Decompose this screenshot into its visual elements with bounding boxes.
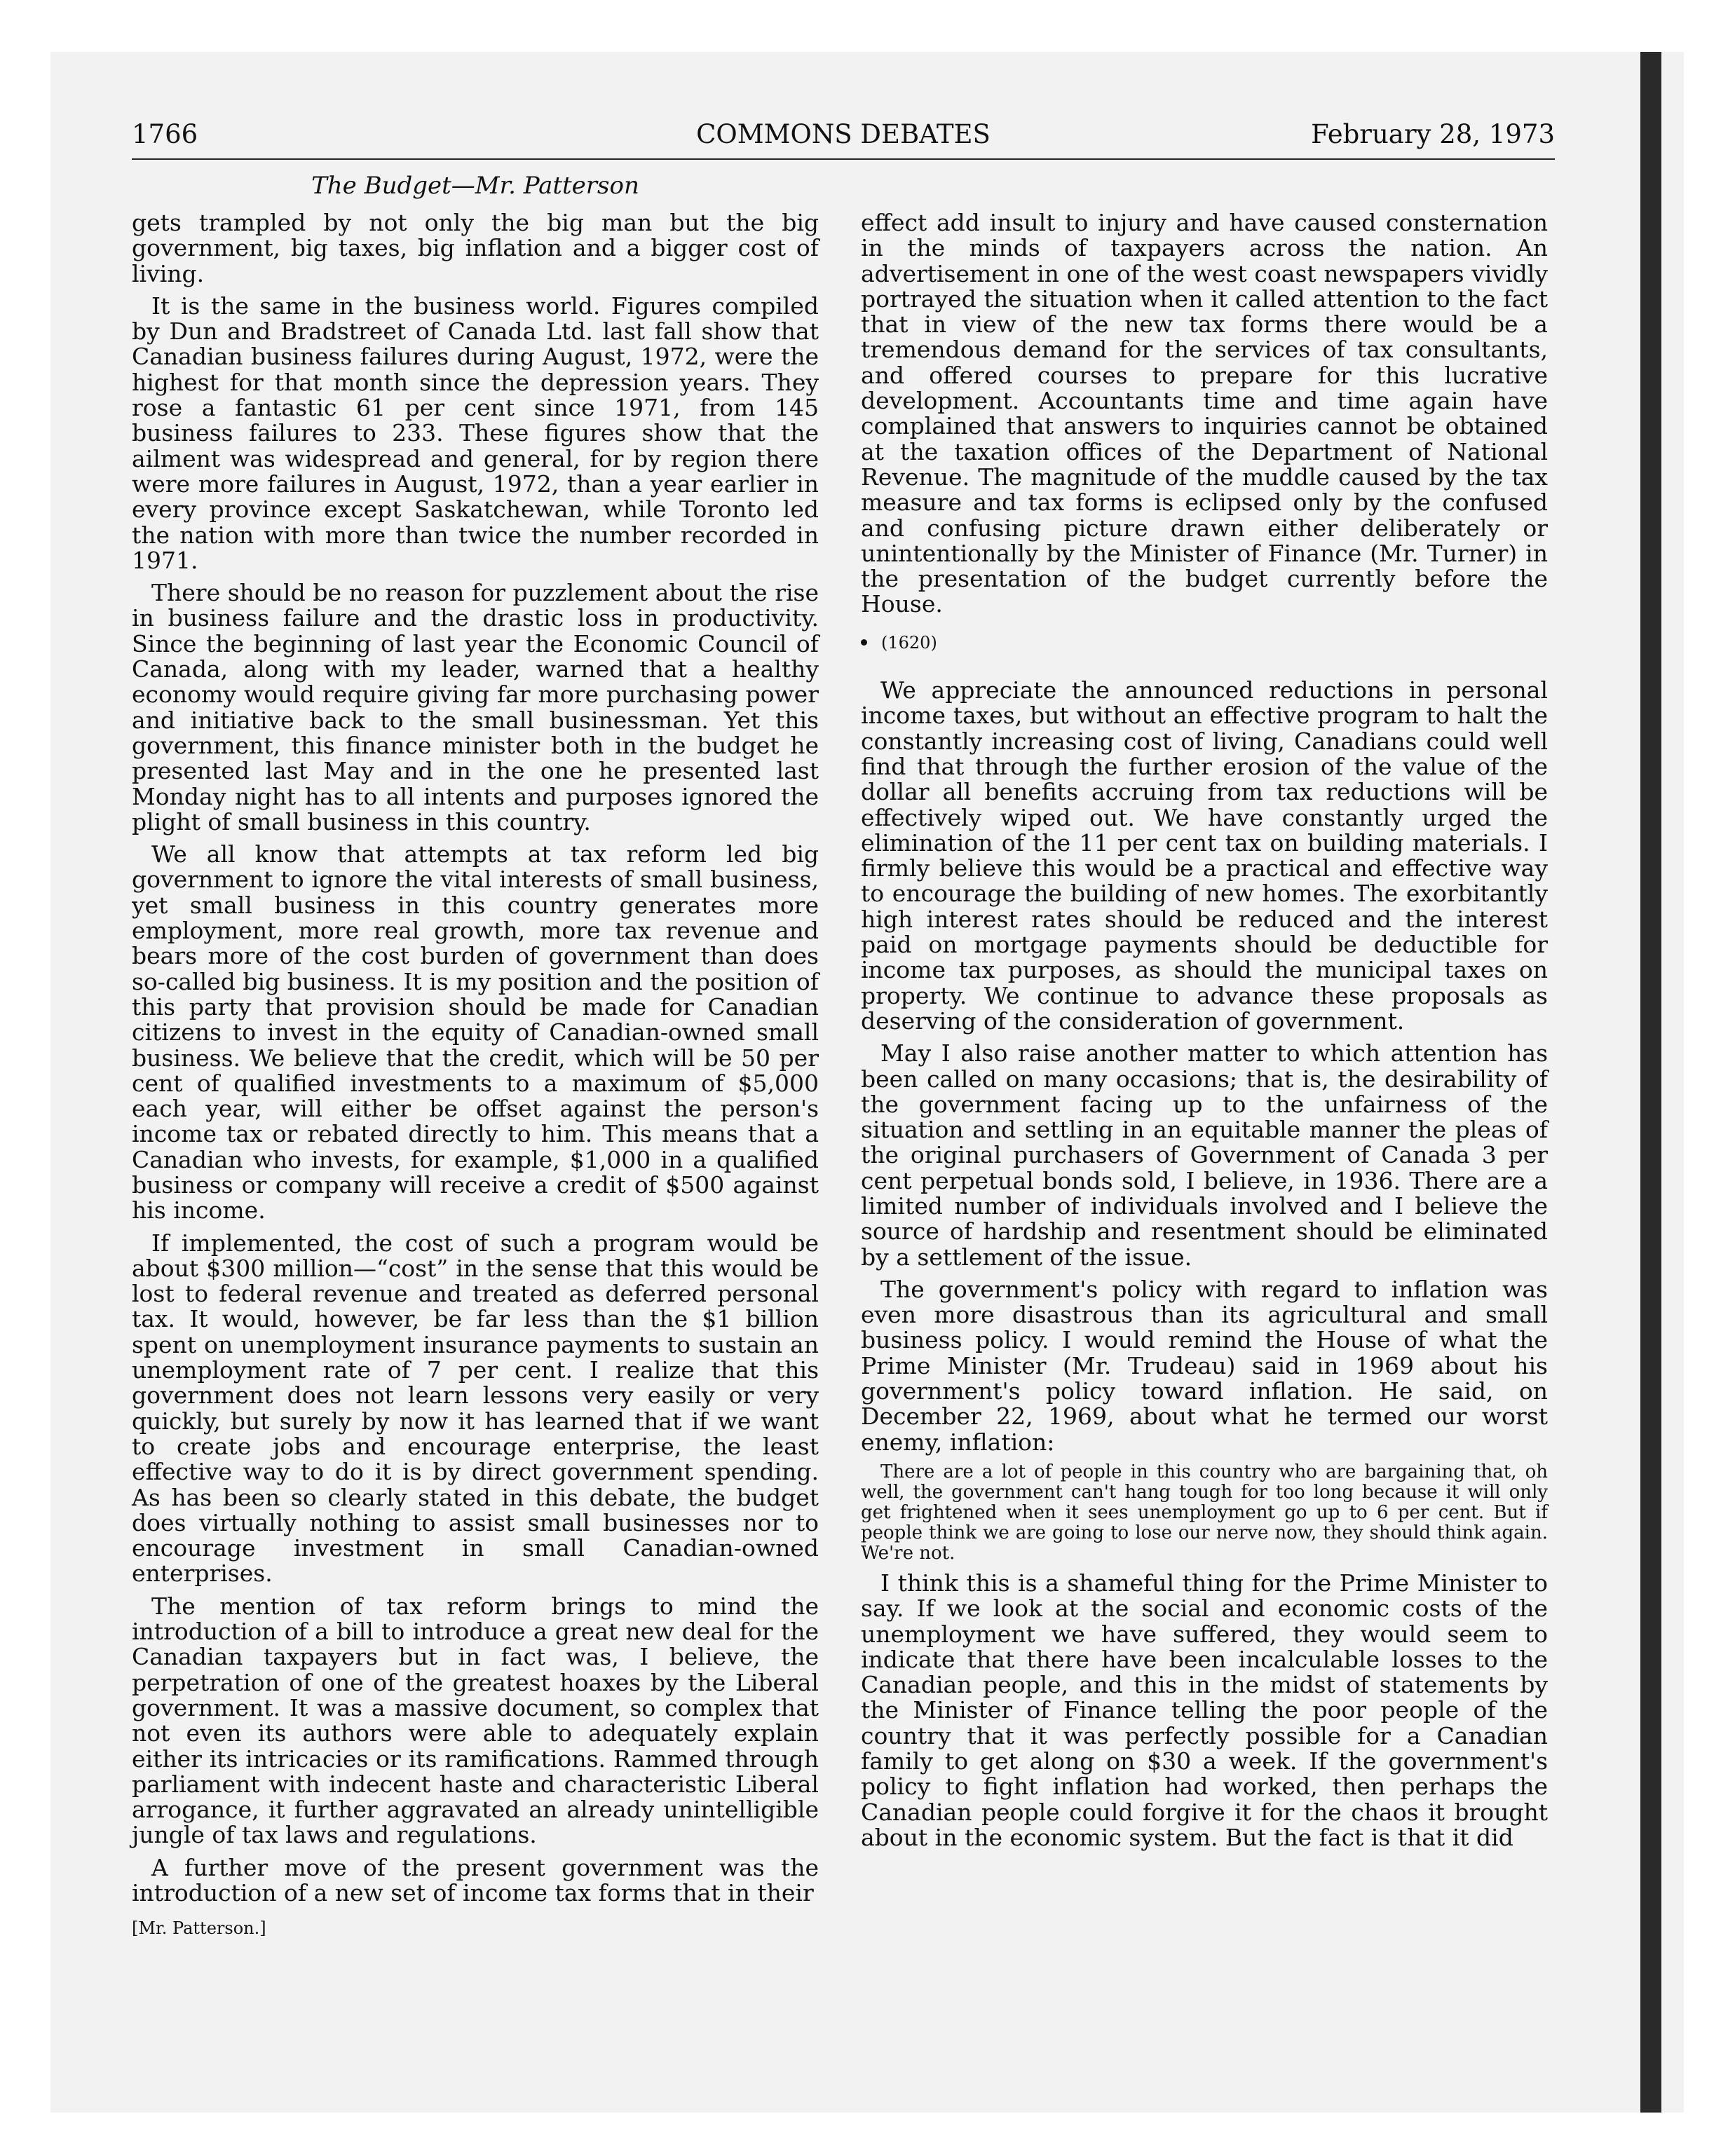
publication-title: COMMONS DEBATES: [696, 119, 991, 149]
publication-date: February 28, 1973: [1311, 119, 1555, 149]
time-marker: [861, 630, 1548, 655]
paragraph: We appreciate the announced reductions in personal income taxes, but without an effective program to halt the constantly increasing cost of living, Canadians could well find that through the further erosion of the value of the dollar all benefits accruing from tax reductions will be effectively wiped out. We have constantly urged the elimination of the 11 per cent tax on building materials. I firmly believe this would be a practical and effective way to encourage the building of new homes. The exorbitantly high interest rates should be reduced and the interest paid on mortgage payments should be deductible for income tax purposes, as should the municipal taxes on property. We continue to advance these proposals as deserving of the consideration of government.: [861, 676, 1548, 1035]
paragraph: The government's policy with regard to inflation was even more disastrous than its agricultural and small business policy. I would remind the House of what the Prime Minister (Mr. Trudeau) said in 1969 about his government's policy toward inflation. He said, on December 22, 1969, about what he termed our worst enemy, inflation:: [861, 1275, 1548, 1456]
scan-edge-shadow: [1640, 52, 1661, 2113]
page-number: 1766: [132, 119, 198, 149]
running-subheading: The Budget—Mr. Patterson: [311, 172, 639, 200]
paragraph: gets trampled by not only the big man but the big government, big taxes, big inflation and a bigger cost of living.: [132, 209, 819, 287]
right-column: [861, 210, 1548, 1857]
time-marker-label: (1620): [881, 632, 937, 653]
paragraph: I think this is a shameful thing for the Prime Minister to say. If we look at the social and economic costs of the unemployment we have suffered, they would seem to indicate that there have been incalculable losses to the Canadian people, and this in the midst of statements by the Minister of Finance telling the poor people of the country that it was perfectly possible for a Canadian family to get along on $30 a week. If the government's policy to fight inflation had worked, then perhaps the Canadian people could forgive it for the chaos it brought about in the economic system. But the fact is that it did: [861, 1569, 1548, 1851]
paragraph: May I also raise another matter to which attention has been called on many occasions; that is, the desirability of the government facing up to the unfairness of the situation and settling in an equitable manner the pleas of the original purchasers of Government of Canada 3 per cent perpetual bonds sold, I believe, in 1936. There are a limited number of individuals involved and I believe the source of hardship and resentment should be eliminated by a settlement of the issue.: [861, 1039, 1548, 1271]
page-header: [132, 119, 1555, 160]
speaker-attribution: [Mr. Patterson.]: [132, 1918, 266, 1939]
left-column: [132, 210, 819, 1942]
paragraph: If implemented, the cost of such a program would be about $300 million—“cost” in the sense that this would be lost to federal revenue and treated as deferred personal tax. It would, however, be far less than the $1 billion spent on unemployment insurance payments to sustain an unemployment rate of 7 per cent. I realize that this government does not learn lessons very easily or very quickly, but surely by now it has learned that if we want to create jobs and encourage enterprise, the least effective way to do it is by direct government spending. As has been so clearly stated in this debate, the budget does virtually nothing to assist small businesses nor to encourage investment in small Canadian-owned enterprises.: [132, 1229, 819, 1588]
paragraph: We all know that attempts at tax reform led big government to ignore the vital interests of small business, yet small business in this country generates more employment, more real growth, more tax revenue and bears more of the cost burden of government than does so-called big business. It is my position and the position of this party that provision should be made for Canadian citizens to invest in the equity of Canadian-owned small business. We believe that the credit, which will be 50 per cent of qualified investments to a maximum of $5,000 each year, will either be offset against the person's income tax or rebated directly to him. This means that a Canadian who invests, for example, $1,000 in a qualified business or company will receive a credit of $500 against his income.: [132, 840, 819, 1224]
bullet-icon: [861, 639, 867, 646]
block-quote: There are a lot of people in this country who are bargaining that, oh well, the government can't hang tough for too long because it will only get frightened when it sees unemployment go up to 6 per cent. But if people think we are going to lose our nerve now, they should think again. We're not.: [861, 1461, 1548, 1564]
paragraph: It is the same in the business world. Figures compiled by Dun and Bradstreet of Canada Ltd. last fall show that Canadian business failures during August, 1972, were the highest for that month since the depression years. They rose a fantastic 61 per cent since 1971, from 145 business failures to 233. These figures show that the ailment was widespread and general, for by region there were more failures in August, 1972, than a year earlier in every province except Saskatchewan, while Toronto led the nation with more than twice the number recorded in 1971.: [132, 292, 819, 574]
paragraph: A further move of the present government was the introduction of a new set of income tax forms that in their: [132, 1853, 819, 1906]
paragraph: effect add insult to injury and have caused consternation in the minds of taxpayers across the nation. An advertisement in one of the west coast newspapers vividly portrayed the situation when it called attention to the fact that in view of the new tax forms there would be a tremendous demand for the services of tax consultants, and offered courses to prepare for this lucrative development. Accountants time and time again have complained that answers to inquiries cannot be obtained at the taxation offices of the Department of National Revenue. The magnitude of the muddle caused by the tax measure and tax forms is eclipsed only by the confused and confusing picture drawn either deliberately or unintentionally by the Minister of Finance (Mr. Turner) in the presentation of the budget currently before the House.: [861, 209, 1548, 618]
paragraph: The mention of tax reform brings to mind the introduction of a bill to introduce a great new deal for the Canadian taxpayers but in fact was, I believe, the perpetration of one of the greatest hoaxes by the Liberal government. It was a massive document, so complex that not even its authors were able to adequately explain either its intricacies or its ramifications. Rammed through parliament with indecent haste and characteristic Liberal arrogance, it further aggravated an already unintelligible jungle of tax laws and regulations.: [132, 1592, 819, 1849]
paragraph: There should be no reason for puzzlement about the rise in business failure and the drastic loss in productivity. Since the beginning of last year the Economic Council of Canada, along with my leader, warned that a healthy economy would require giving far more purchasing power and initiative back to the small businessman. Yet this government, this finance minister both in the budget he presented last May and in the one he presented last Monday night has to all intents and purposes ignored the plight of small business in this country.: [132, 579, 819, 835]
